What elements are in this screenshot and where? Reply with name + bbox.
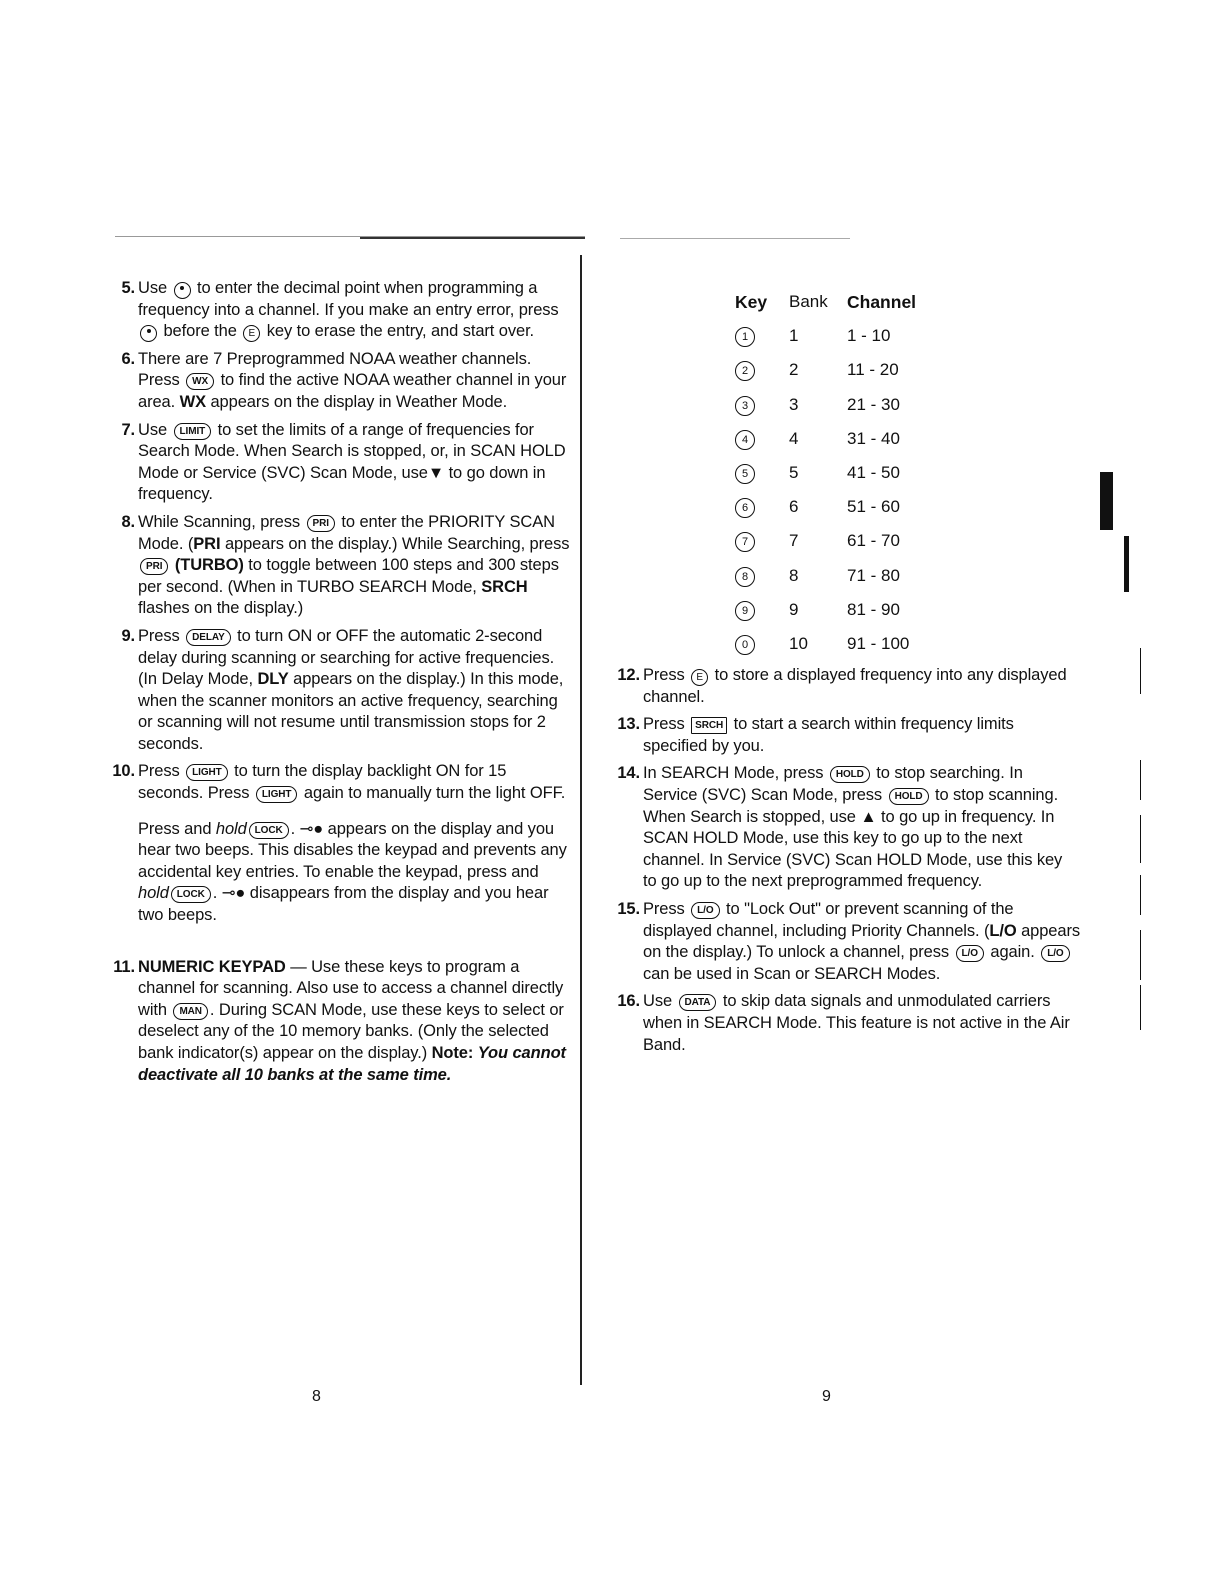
item-body	[138, 626, 570, 756]
key-e-icon: E	[691, 669, 708, 686]
item-number: 10.	[112, 762, 135, 781]
table-cell-channel: 1 - 10	[847, 326, 891, 346]
table-cell-bank: 6	[789, 497, 799, 517]
table-cell-bank: 2	[789, 360, 799, 380]
number-key-icon: 6	[735, 498, 755, 518]
text-run: appears on the display in Weather Mode.	[205, 392, 508, 411]
table-cell-channel: 61 - 70	[847, 531, 900, 551]
number-key-icon: 7	[735, 532, 755, 552]
item-number: 8.	[121, 512, 135, 531]
key-lo-icon: L/O	[1041, 945, 1069, 962]
number-key-icon: 9	[735, 601, 755, 621]
table-cell-channel: 91 - 100	[847, 633, 910, 653]
item-body	[643, 665, 1080, 708]
table-row	[735, 353, 947, 387]
table-cell-key	[735, 530, 789, 552]
page-divider	[580, 255, 582, 1385]
left-page-instructions	[105, 278, 570, 1092]
text-run: appears on the display.) While Searching, press	[220, 534, 570, 553]
text-run: appears on the display.) To unlock a channel, press	[643, 921, 1081, 962]
decimal-dot-icon	[147, 329, 151, 333]
key-hold-icon: HOLD	[830, 766, 870, 783]
instruction-item	[105, 420, 570, 506]
text-run: again to manually turn the light OFF.	[299, 784, 566, 803]
key-bank-channel-table	[735, 285, 947, 661]
text-run: hold	[138, 884, 169, 903]
item-number: 14.	[617, 764, 640, 783]
number-key-icon: 2	[735, 361, 755, 381]
key-data-icon: DATA	[679, 994, 717, 1011]
page-number-left: 8	[312, 1388, 321, 1405]
text-run: Press and	[138, 819, 216, 838]
item-paragraph	[643, 763, 1080, 893]
key-lo-icon: L/O	[956, 945, 984, 962]
instruction-item	[610, 714, 1080, 757]
scan-mark	[1140, 648, 1141, 694]
key-e-icon: E	[243, 325, 260, 342]
item-paragraph	[643, 991, 1080, 1056]
text-run: flashes on the display.)	[138, 599, 304, 618]
key-pri-icon: PRI	[140, 558, 168, 575]
text-run: Press	[138, 762, 185, 781]
key-lock-icon: LOCK	[249, 822, 289, 839]
key-limit-icon: LIMIT	[174, 423, 212, 440]
text-run: L/O	[989, 921, 1017, 940]
number-key-icon: 8	[735, 567, 755, 587]
key-man-icon: MAN	[173, 1003, 207, 1020]
text-run: . During SCAN Mode, use these keys to select or deselect any of the 10 memory banks. (Only the selected bank indicator(s) appear on the display.)	[138, 1000, 564, 1062]
item-body	[643, 763, 1080, 893]
table-cell-key	[735, 599, 789, 621]
text-run: Use	[138, 420, 172, 439]
key-lo-icon: L/O	[691, 902, 719, 919]
key-lock-icon: LOCK	[171, 886, 211, 903]
number-key-icon: 3	[735, 396, 755, 416]
item-paragraph	[138, 278, 570, 343]
table-cell-key	[735, 633, 789, 655]
table-row	[735, 627, 947, 661]
text-run: In SEARCH Mode, press	[643, 764, 828, 783]
scan-mark	[1124, 536, 1129, 592]
item-number: 16.	[617, 992, 640, 1011]
text-run: hold	[215, 819, 247, 838]
key-wx-icon: WX	[186, 373, 214, 390]
number-key-icon: 5	[735, 464, 755, 484]
table-cell-bank: 3	[789, 394, 799, 414]
table-row	[735, 490, 947, 524]
text-run: to enter the decimal point when programming a frequency into a channel. If you make an entry error, press	[138, 279, 559, 319]
decimal-dot-icon	[180, 286, 184, 290]
table-cell-bank: 1	[789, 326, 799, 346]
item-number: 9.	[121, 626, 135, 645]
right-page-instructions	[610, 665, 1080, 1062]
table-cell-channel: 21 - 30	[847, 394, 900, 414]
table-row	[735, 319, 947, 353]
table-cell-channel: 51 - 60	[847, 497, 900, 517]
text-run: Press	[643, 715, 690, 734]
table-cell-bank: 8	[789, 565, 799, 585]
table-cell-key	[735, 325, 789, 347]
scan-mark	[1100, 472, 1113, 530]
table-cell-channel: 11 - 20	[847, 360, 899, 380]
instruction-item	[105, 278, 570, 343]
text-run: PRI	[193, 534, 221, 553]
table-header-row	[735, 285, 947, 319]
table-cell-key	[735, 394, 789, 416]
item-body	[138, 420, 570, 506]
table-cell-channel: 71 - 80	[847, 565, 900, 585]
text-run: to turn the display backlight ON for 15 seconds. Press	[138, 762, 507, 803]
number-key-icon: 0	[735, 635, 755, 655]
text-run: again.	[985, 943, 1040, 962]
scan-mark	[1140, 930, 1141, 980]
item-number: 12.	[617, 666, 640, 684]
text-run: to toggle between 100 steps and 300 steps per second. (When in TURBO SEARCH Mode,	[138, 556, 559, 596]
text-run: SRCH	[481, 577, 528, 596]
table-cell-channel: 41 - 50	[847, 463, 900, 483]
table-cell-bank: 4	[789, 428, 799, 448]
text-run: . ⊸● disappears from the display and you hear two beeps.	[138, 884, 549, 925]
text-run: While Scanning, press	[138, 512, 305, 531]
item-body	[138, 278, 570, 343]
text-run: (TURBO)	[174, 556, 244, 575]
number-key-icon: 4	[735, 430, 755, 450]
text-run: to start a search within frequency limits specified by you.	[643, 715, 1014, 755]
item-number: 15.	[617, 899, 640, 918]
table-row	[735, 524, 947, 558]
key-pri-icon: PRI	[307, 515, 335, 532]
text-run: You cannot deactivate all 10 banks at the same time.	[138, 1044, 566, 1084]
text-run: Press	[138, 626, 185, 645]
instruction-item	[105, 512, 570, 620]
text-run: Note:	[431, 1044, 474, 1062]
item-body	[643, 714, 1080, 757]
text-run: Use	[138, 279, 172, 297]
key-delay-icon: DELAY	[186, 629, 230, 646]
text-run: to "Lock Out" or prevent scanning of the displayed channel, including Priority Channels. (	[643, 899, 1014, 940]
item-body	[643, 899, 1080, 985]
text-run: key to erase the entry, and start over.	[262, 322, 535, 341]
text-run: to enter the PRIORITY SCAN Mode. (	[138, 512, 555, 553]
table-cell-bank: 5	[789, 463, 799, 483]
item-body	[138, 957, 570, 1087]
text-run: Press	[643, 666, 690, 684]
instruction-item	[610, 665, 1080, 708]
item-body	[643, 991, 1080, 1056]
key-hold-icon: HOLD	[889, 788, 929, 805]
table-header-bank: Bank	[789, 292, 828, 312]
text-run: Press	[643, 899, 690, 918]
text-run: to store a displayed frequency into any displayed channel.	[643, 666, 1067, 706]
item-number: 7.	[121, 420, 135, 439]
scan-mark	[1140, 815, 1141, 863]
text-run: to set the limits of a range of frequencies for Search Mode. When Search is stopped, or, in SCAN HOLD Mode or Service (SVC) Scan Mode, use▼ to go down in frequency.	[138, 420, 566, 504]
instruction-item	[610, 991, 1080, 1056]
instruction-item	[610, 763, 1080, 893]
table-cell-bank: 7	[789, 531, 799, 551]
item-paragraph	[138, 761, 570, 804]
scan-artifact-line	[360, 237, 585, 239]
table-cell-key	[735, 565, 789, 587]
text-run: to turn ON or OFF the automatic 2-second delay during scanning or searching for active frequencies. (In Delay Mode,	[138, 626, 555, 689]
item-body	[138, 349, 570, 414]
text-run: NUMERIC KEYPAD	[138, 957, 286, 976]
table-row	[735, 422, 947, 456]
decimal-key-icon	[174, 282, 191, 299]
table-cell-key	[735, 496, 789, 518]
item-number: 5.	[121, 279, 135, 297]
text-run: DLY	[257, 670, 289, 689]
item-paragraph	[138, 420, 570, 506]
table-row	[735, 388, 947, 422]
page-number-right: 9	[822, 1388, 831, 1405]
item-paragraph	[138, 957, 570, 1087]
text-run: before the	[159, 322, 242, 341]
item-paragraph	[138, 626, 570, 756]
instruction-item	[105, 626, 570, 756]
scan-mark	[1140, 875, 1141, 915]
text-run: to find the active NOAA weather channel in your area.	[138, 371, 567, 411]
text-run: Use	[643, 992, 677, 1011]
text-run: . ⊸● appears on the display and you hear two beeps. This disables the keypad and prevents any accidental key entries. To enable the keypad, press and	[138, 819, 567, 881]
item-paragraph	[138, 819, 570, 927]
table-cell-channel: 81 - 90	[847, 599, 900, 619]
table-cell-key	[735, 462, 789, 484]
text-run: — Use these keys to program a channel for scanning. Also use to access a channel directly with	[138, 957, 564, 1019]
item-paragraph	[138, 512, 570, 620]
instruction-item	[105, 957, 570, 1087]
item-number: 11.	[113, 957, 135, 976]
table-row	[735, 559, 947, 593]
table-cell-key	[735, 428, 789, 450]
item-number: 6.	[121, 349, 135, 368]
key-light-icon: LIGHT	[186, 764, 228, 781]
number-key-icon: 1	[735, 327, 755, 347]
instruction-item	[105, 761, 570, 926]
key-light-icon: LIGHT	[256, 786, 298, 803]
table-row	[735, 593, 947, 627]
item-number: 13.	[617, 715, 640, 734]
table-cell-bank: 10	[789, 633, 808, 653]
scan-mark	[1140, 760, 1141, 800]
text-run: to stop scanning. When Search is stopped, use ▲ to go up in frequency. In SCAN HOLD Mode, use this key to go up to the next channel. In Service (SVC) Scan HOLD Mode, use this key to go up to the next preprogrammed frequency.	[643, 785, 1063, 891]
text-run: can be used in Scan or SEARCH Modes.	[643, 964, 941, 983]
table-cell-channel: 31 - 40	[847, 428, 900, 448]
instruction-item	[105, 349, 570, 414]
table-cell-bank: 9	[789, 599, 799, 619]
scan-mark	[1140, 985, 1141, 1030]
text-run: to stop searching. In Service (SVC) Scan Mode, press	[643, 764, 1023, 804]
text-run: There are 7 Preprogrammed NOAA weather channels. Press	[138, 349, 532, 390]
text-run: WX	[179, 392, 206, 411]
table-header-channel: Channel	[847, 291, 917, 312]
item-paragraph	[643, 714, 1080, 757]
text-run: to skip data signals and unmodulated carriers when in SEARCH Mode. This feature is not active in the Air Band.	[643, 992, 1070, 1054]
item-body	[138, 512, 570, 620]
table-cell-key	[735, 359, 789, 381]
instruction-item	[610, 899, 1080, 985]
key-srch-icon: SRCH	[691, 717, 727, 734]
item-body	[138, 761, 570, 926]
table-row	[735, 456, 947, 490]
table-header-key: Key	[735, 291, 768, 312]
item-paragraph	[138, 349, 570, 414]
item-paragraph	[643, 899, 1080, 985]
text-run: appears on the display.) In this mode, when the scanner monitors an active frequency, searching or scanning will not resume until transmission stops for 2 seconds.	[138, 670, 564, 753]
decimal-key-icon	[140, 325, 157, 342]
item-paragraph	[643, 665, 1080, 708]
